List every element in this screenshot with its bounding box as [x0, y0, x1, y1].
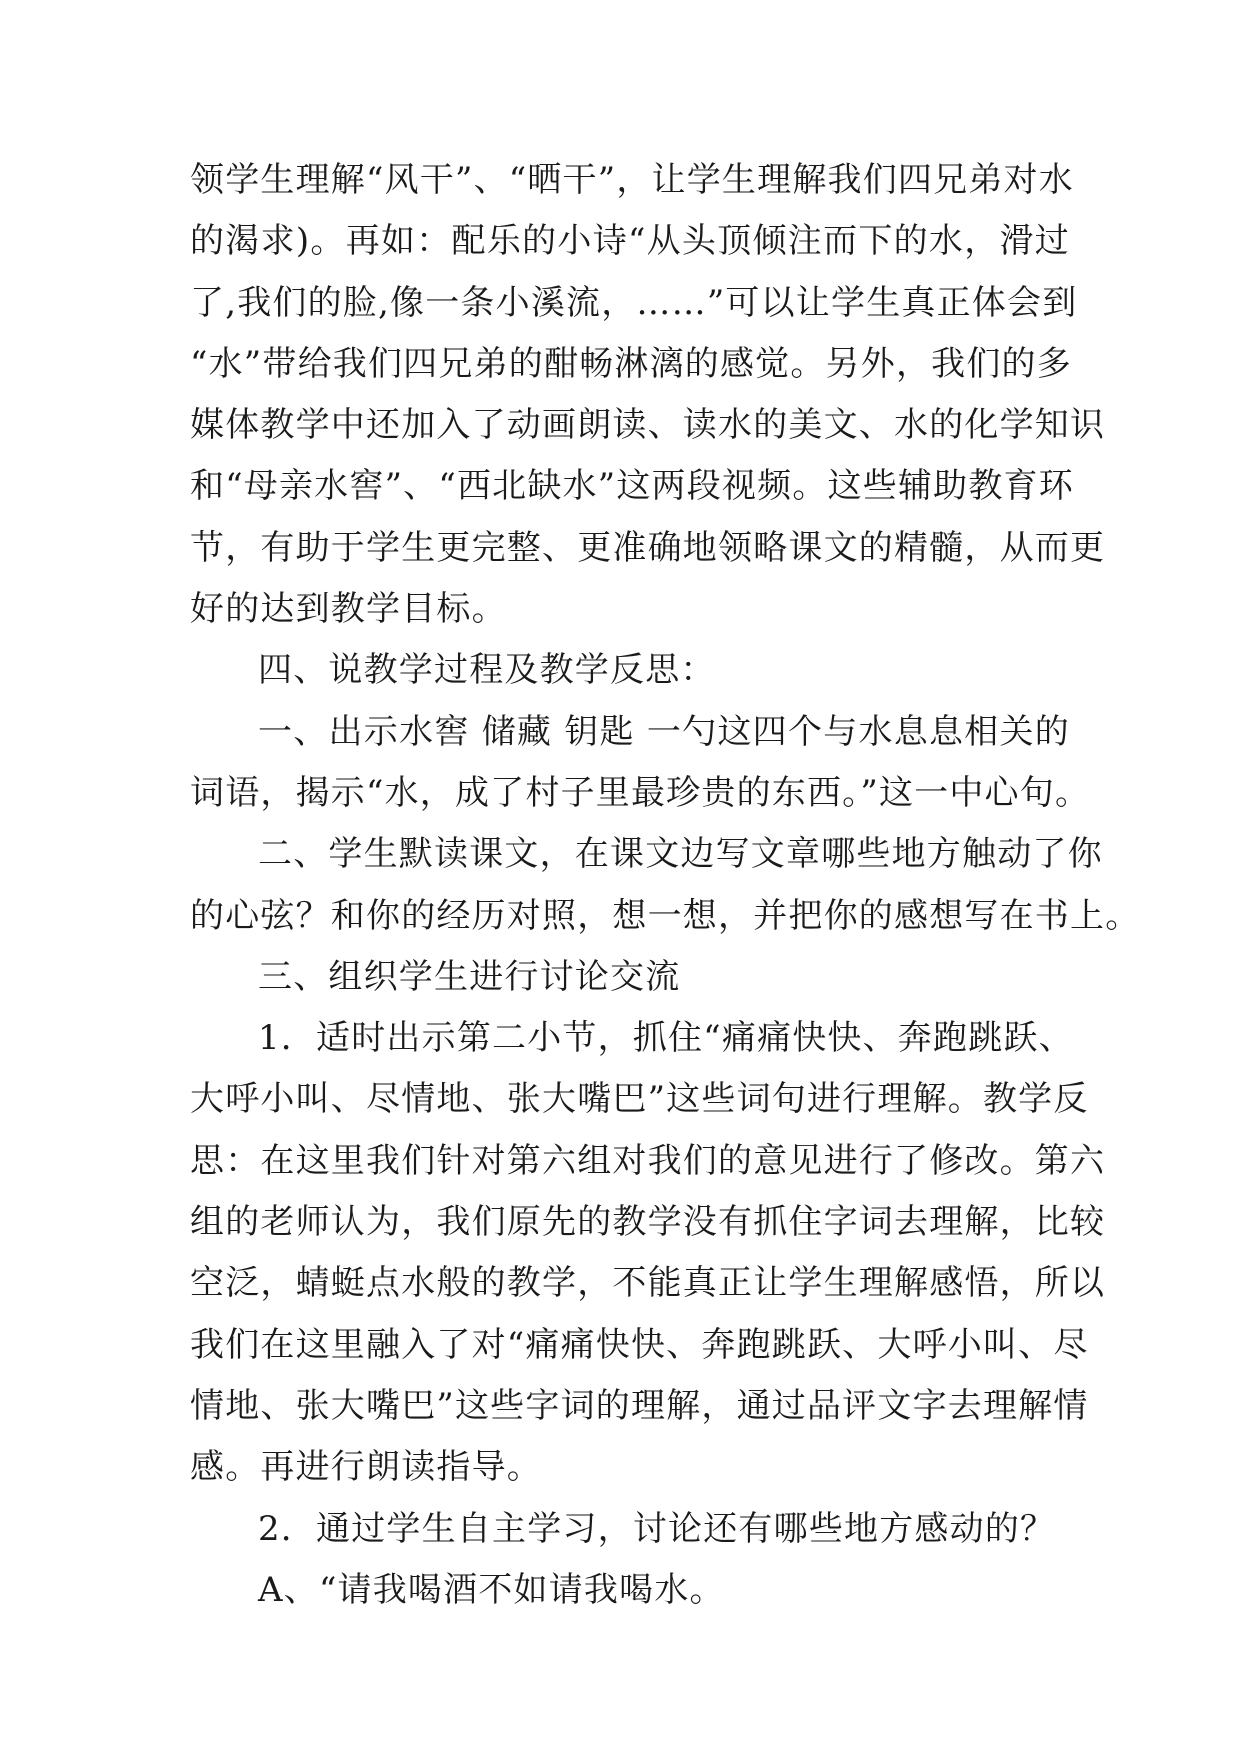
text-line: 情地、张大嘴巴”这些字词的理解，通过品评文字去理解情 — [190, 1385, 1089, 1426]
text-line: 大呼小叫、尽情地、张大嘴巴”这些词句进行理解。教学反 — [190, 1079, 1089, 1120]
text-line: 2．通过学生自主学习，讨论还有哪些地方感动的？ — [258, 1508, 1056, 1549]
text-line: 二、学生默读课文，在课文边写文章哪些地方触动了你 — [258, 834, 1103, 875]
text-line: 三、组织学生进行讨论交流 — [258, 956, 681, 997]
text-line: 空泛，蜻蜓点水般的教学，不能真正让学生理解感悟，所以 — [190, 1263, 1106, 1304]
text-line: 感。再进行朗读指导。 — [190, 1447, 542, 1488]
text-line: 我们在这里融入了对“痛痛快快、奔跑跳跃、大呼小叫、尽 — [190, 1324, 1089, 1365]
text-line: 思：在这里我们针对第六组对我们的意见进行了修改。第六 — [190, 1140, 1106, 1181]
text-line: 组的老师认为，我们原先的教学没有抓住字词去理解，比较 — [190, 1202, 1106, 1243]
text-line: 媒体教学中还加入了动画朗读、读水的美文、水的化学知识 — [190, 405, 1106, 446]
text-line: A、“请我喝酒不如请我喝水。 — [258, 1569, 725, 1610]
text-line: 的渴求)。再如：配乐的小诗“从头顶倾注而下的水，滑过 — [190, 221, 1070, 262]
text-line: 了,我们的脸,像一条小溪流，……”可以让学生真正体会到 — [190, 282, 1078, 323]
text-line: 领学生理解“风干”、“晒干”，让学生理解我们四兄弟对水 — [190, 160, 1074, 200]
text-line: 节，有助于学生更完整、更准确地领略课文的精髓，从而更 — [190, 527, 1106, 568]
text-line: 四、说教学过程及教学反思： — [258, 650, 716, 691]
text-line: 一、出示水窖 储藏 钥匙 一勺这四个与水息息相关的 — [258, 711, 1070, 752]
text-line: 好的达到教学目标。 — [190, 589, 507, 630]
text-line: 词语，揭示“水，成了村子里最珍贵的东西。”这一中心句。 — [190, 772, 1091, 813]
text-line: 的心弦？和你的经历对照，想一想，并把你的感想写在书上。 — [190, 895, 1141, 936]
text-line: 和“母亲水窖”、“西北缺水”这两段视频。这些辅助教育环 — [190, 466, 1074, 507]
text-line: 1．适时出示第二小节，抓住“痛痛快快、奔跑跳跃、 — [258, 1018, 1074, 1059]
document-body — [190, 150, 1141, 1621]
text-line: “水”带给我们四兄弟的酣畅淋漓的感觉。另外，我们的多 — [190, 343, 1072, 384]
